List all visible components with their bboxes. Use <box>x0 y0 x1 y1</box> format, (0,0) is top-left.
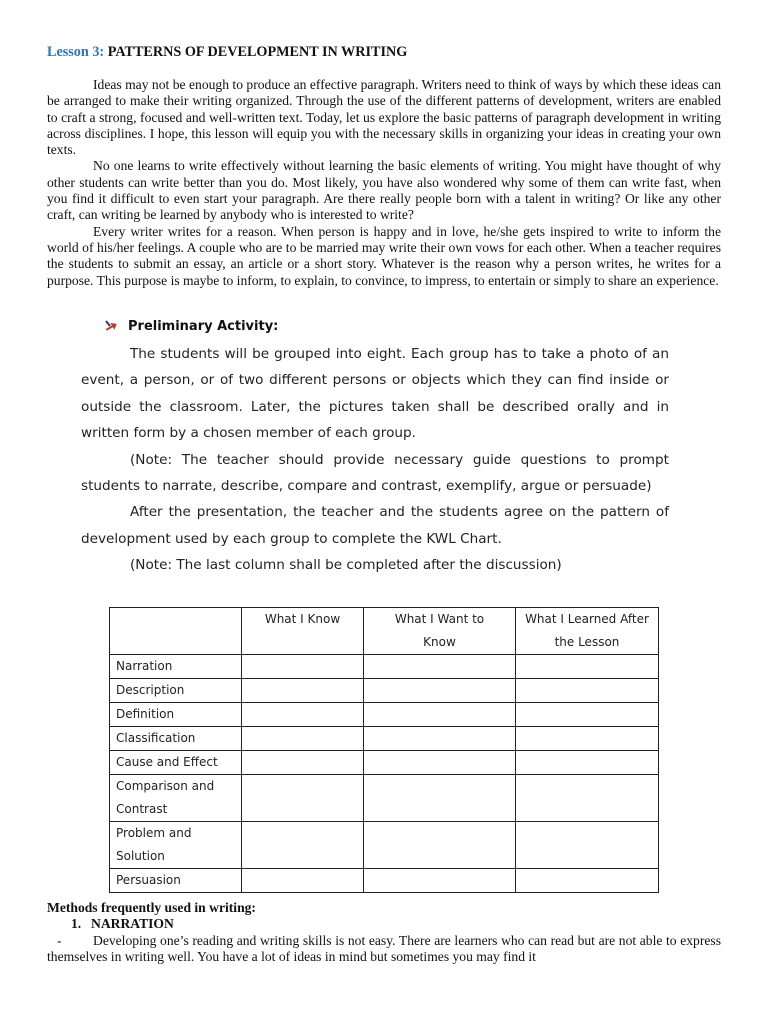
kwl-cell[interactable] <box>516 703 659 727</box>
kwl-row-label: Cause and Effect <box>110 751 242 775</box>
table-row <box>110 655 659 679</box>
kwl-cell[interactable] <box>242 703 364 727</box>
activity-paragraph: The students will be grouped into eight. Each group has to take a photo of an event, a person, or of two different persons or objects which they can find inside or outside the classroom. Later, the pictures taken shall be described orally and in written form by a chosen member of each group. <box>81 346 669 442</box>
kwl-row-label: Description <box>110 679 242 703</box>
kwl-row-label: Problem and Solution <box>110 822 242 869</box>
kwl-cell[interactable] <box>242 822 364 869</box>
kwl-cell[interactable] <box>516 679 659 703</box>
intro-paragraph: Every writer writes for a reason. When person is happy and in love, he/she gets inspired to write to inform the world of his/her feelings. A couple who are to be married may write their own vows for each other. When a teacher requires the students to submit an essay, an article or a short story. Whatever is the reason why a person writes, he writes for a purpose. This purpose is maybe to inform, to explain, to convince, to impress, to entertain or simply to share an experience. <box>47 223 721 288</box>
table-row <box>110 727 659 751</box>
intro-paragraph: Ideas may not be enough to produce an effective paragraph. Writers need to think of ways by which these ideas can be arranged to make their writing organized. Through the use of the different patterns of development, writers are enabled to craft a strong, focused and well-written text. Today, let us explore the basic patterns of paragraph development in writing across disciplines. I hope, this lesson will equip you with the necessary skills in organizing your ideas in creating your own texts. <box>47 77 721 158</box>
arrow-bullet-icon <box>103 318 119 334</box>
kwl-cell[interactable] <box>364 869 516 893</box>
methods-body-text: Developing one’s reading and writing skills is not easy. There are learners who can read but are not able to express themselves in writing well. You have a lot of ideas in mind but sometimes you may find it <box>47 932 721 965</box>
kwl-row-label: Narration <box>110 655 242 679</box>
kwl-row-label: Classification <box>110 727 242 751</box>
kwl-header-want: What I Want to Know <box>364 608 516 655</box>
kwl-row-label: Comparison and Contrast <box>110 775 242 822</box>
intro-paragraph: No one learns to write effectively without learning the basic elements of writing. You might have thought of why other students can write better than you do. Most likely, you have also wondered why some of them can write fast, when you find it difficult to even start your paragraph. Are there really people born with a talent in writing? Or like any other craft, can writing be learned by anybody who is interested to write? <box>47 158 721 223</box>
methods-heading: Methods frequently used in writing: <box>47 900 256 915</box>
preliminary-activity-heading <box>103 318 278 334</box>
kwl-cell[interactable] <box>516 869 659 893</box>
kwl-cell[interactable] <box>364 679 516 703</box>
kwl-cell[interactable] <box>242 655 364 679</box>
preliminary-activity-text <box>81 341 669 579</box>
kwl-cell[interactable] <box>364 751 516 775</box>
table-row <box>110 775 659 822</box>
kwl-cell[interactable] <box>516 655 659 679</box>
table-row <box>110 679 659 703</box>
lesson-label: Lesson 3: <box>47 44 105 60</box>
kwl-cell[interactable] <box>364 703 516 727</box>
kwl-header-row <box>110 608 659 655</box>
lesson-title <box>47 44 407 61</box>
kwl-cell[interactable] <box>364 822 516 869</box>
kwl-row-label: Persuasion <box>110 869 242 893</box>
kwl-header-know: What I Know <box>242 608 364 655</box>
methods-section <box>47 900 721 966</box>
table-row <box>110 822 659 869</box>
preliminary-heading-text: Preliminary Activity: <box>128 318 279 334</box>
kwl-cell[interactable] <box>364 655 516 679</box>
kwl-cell[interactable] <box>516 751 659 775</box>
table-row <box>110 869 659 893</box>
kwl-cell[interactable] <box>242 869 364 893</box>
kwl-row-label: Definition <box>110 703 242 727</box>
kwl-header-learned: What I Learned After the Lesson <box>516 608 659 655</box>
kwl-cell[interactable] <box>364 775 516 822</box>
methods-item-number: 1. <box>71 916 82 932</box>
kwl-cell[interactable] <box>242 727 364 751</box>
intro-section <box>47 77 721 289</box>
methods-body <box>47 933 721 966</box>
kwl-cell[interactable] <box>242 775 364 822</box>
kwl-cell[interactable] <box>516 822 659 869</box>
activity-paragraph: After the presentation, the teacher and the students agree on the pattern of development used by each group to complete the KWL Chart. <box>81 504 669 547</box>
methods-bullet: - <box>57 932 62 948</box>
activity-note: (Note: The teacher should provide necessary guide questions to prompt students to narrate, describe, compare and contrast, exemplify, argue or persuade) <box>81 451 669 495</box>
kwl-chart-table <box>109 607 659 893</box>
table-row <box>110 703 659 727</box>
kwl-cell[interactable] <box>516 775 659 822</box>
kwl-cell[interactable] <box>364 727 516 751</box>
table-row <box>110 751 659 775</box>
lesson-heading: PATTERNS OF DEVELOPMENT IN WRITING <box>107 44 408 60</box>
kwl-cell[interactable] <box>516 727 659 751</box>
kwl-cell[interactable] <box>242 751 364 775</box>
methods-item-title <box>47 916 721 932</box>
kwl-header-empty <box>110 608 242 655</box>
kwl-cell[interactable] <box>242 679 364 703</box>
methods-item-label: NARRATION <box>91 916 174 932</box>
activity-note: (Note: The last column shall be completed after the discussion) <box>130 557 562 574</box>
